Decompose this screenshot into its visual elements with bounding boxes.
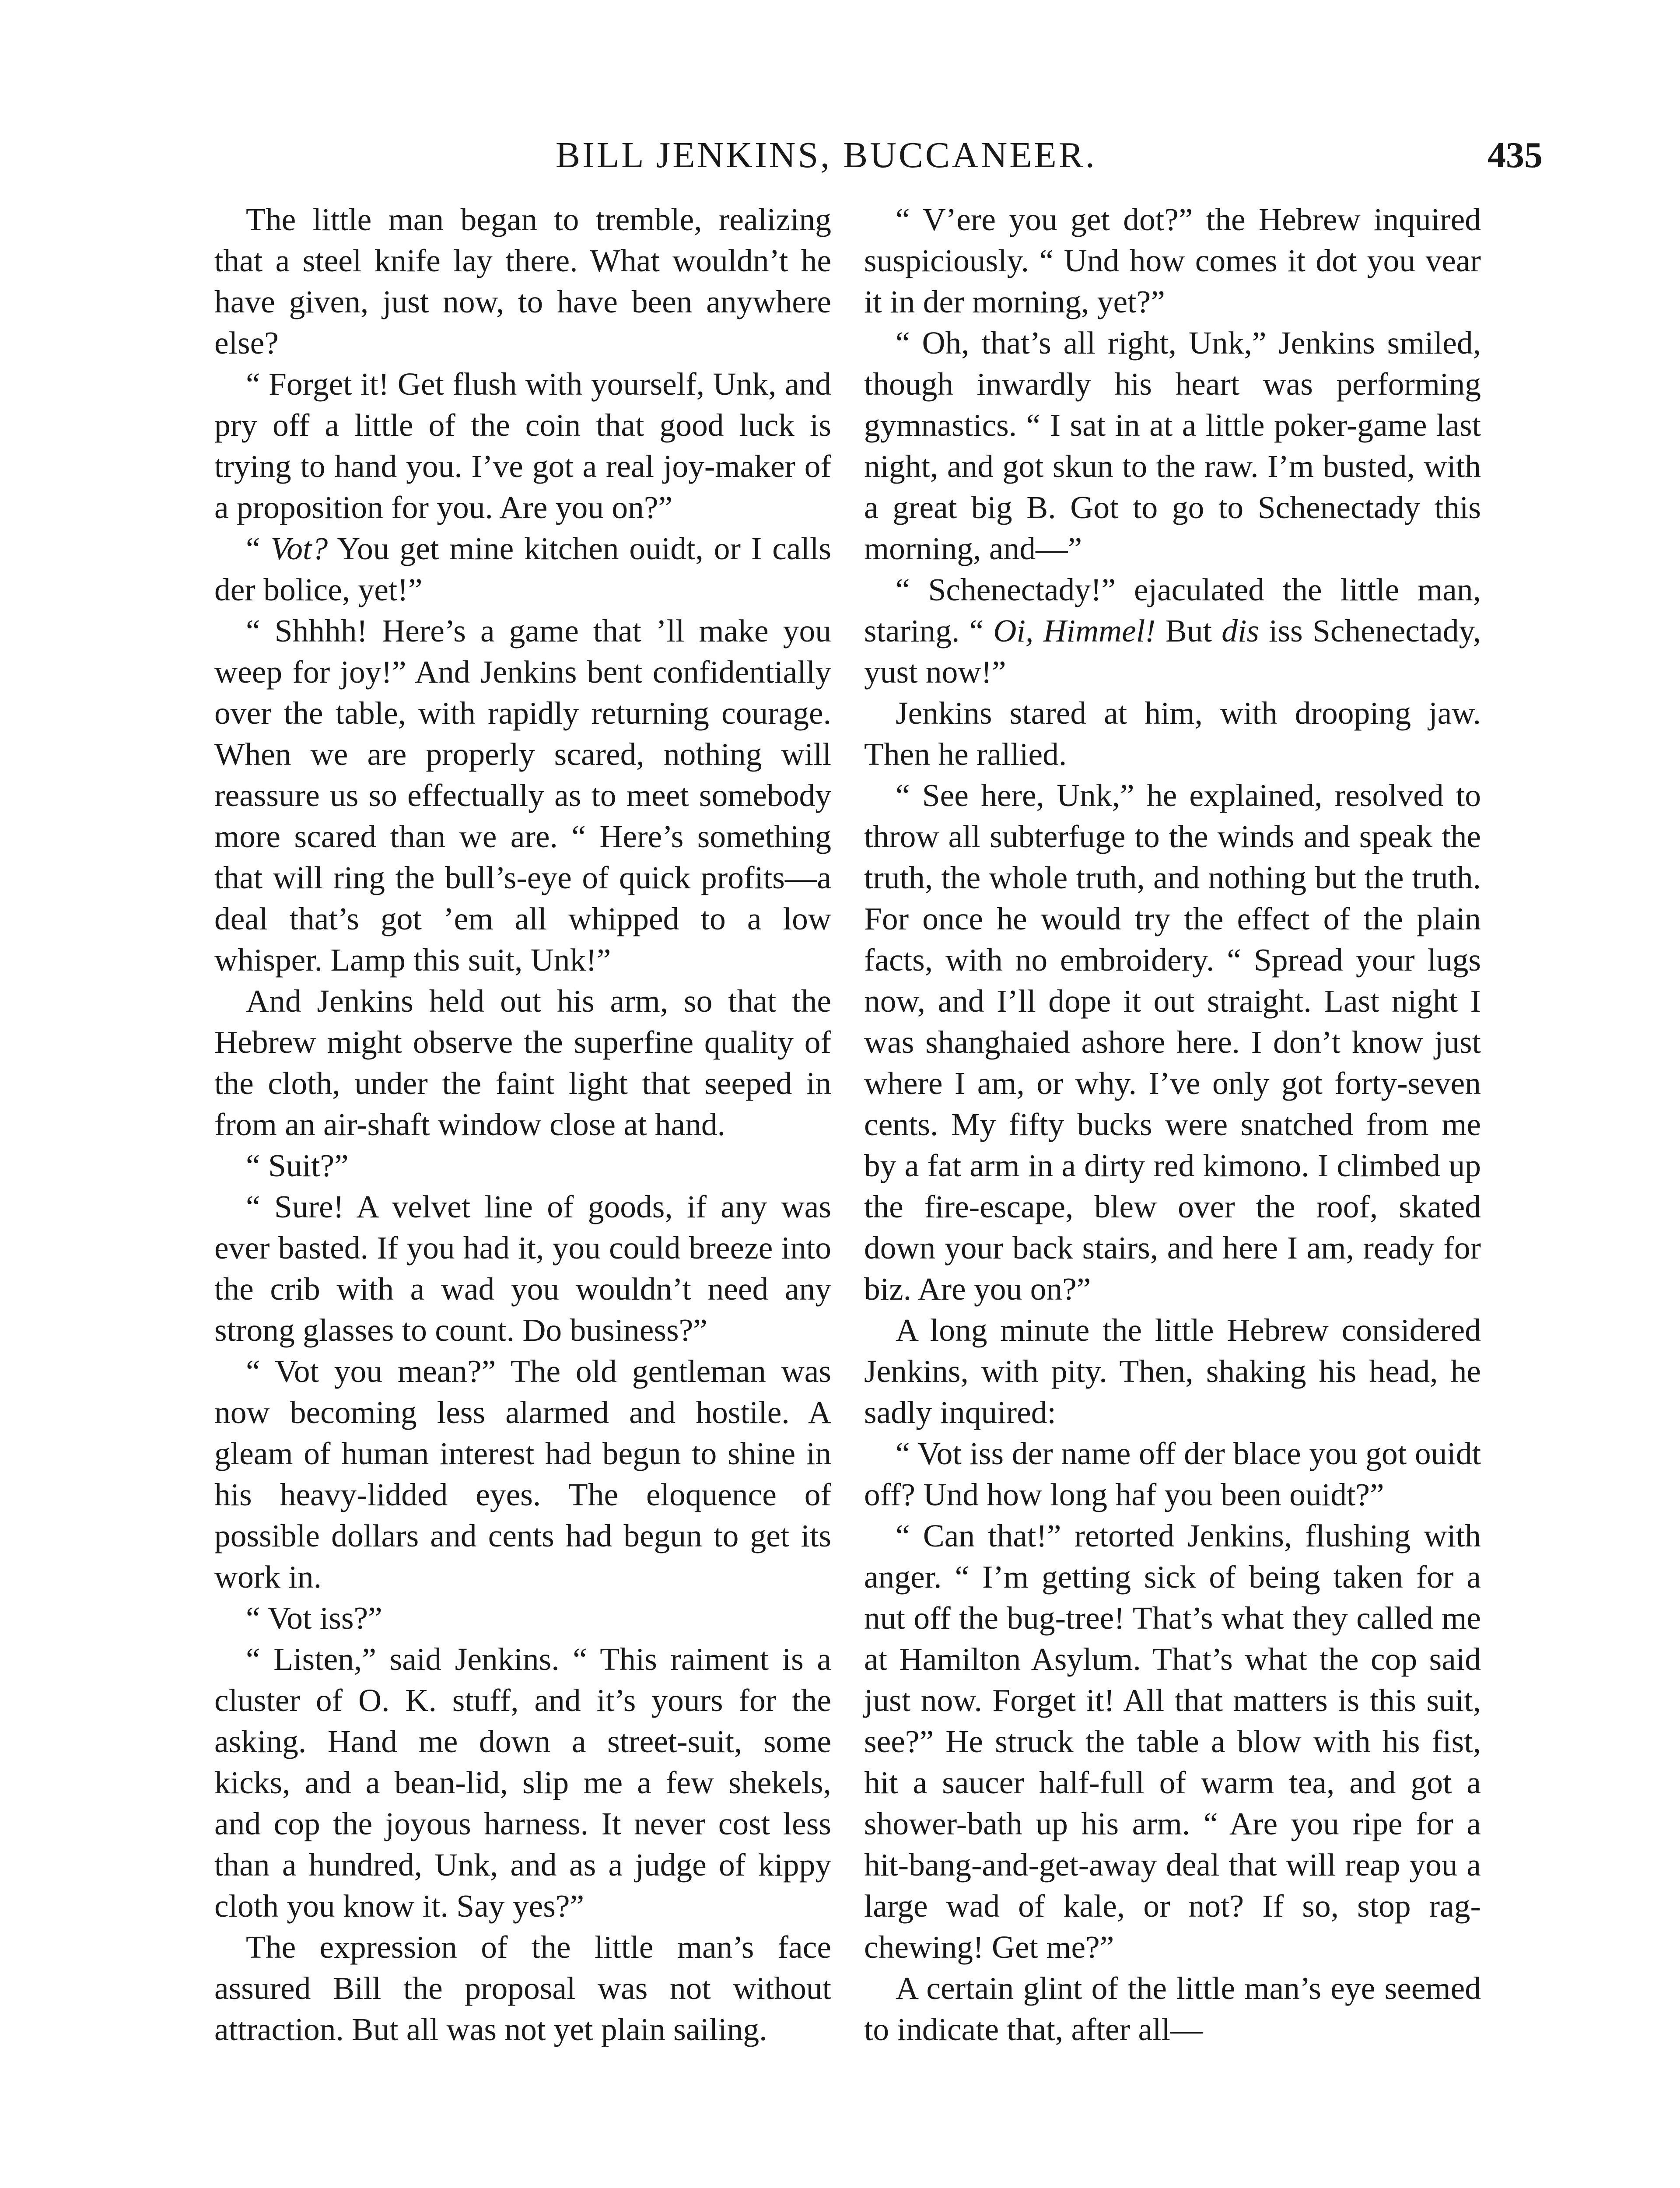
- paragraph: And Jenkins held out his arm, so that the Hebrew might observe the superfine quality of the cloth, under the faint light that seeped in from an air-shaft window close at hand.: [214, 983, 831, 1142]
- paragraph: “ Listen,” said Jenkins. “ This raiment is a cluster of O. K. stuff, and it’s yours for the asking. Hand me down a street-suit, some kicks, and a bean-lid, slip me a few shekels, and cop the joyous harness. It never cost less than a hundred, Unk, and as a judge of kippy cloth you know it. Say yes?”: [214, 1641, 831, 1924]
- paragraph: “ Sure! A velvet line of goods, if any was ever basted. If you had it, you could breeze into the crib with a wad you wouldn’t need any strong glasses to count. Do business?”: [214, 1189, 831, 1348]
- left-column: [214, 199, 831, 2050]
- paragraph: The expression of the little man’s face assured Bill the proposal was not without attraction. But all was not yet plain sailing.: [214, 1929, 831, 2047]
- paragraph: “ Vot iss der name off der blace you got ouidt off? Und how long haf you been ouidt?”: [864, 1436, 1481, 1512]
- paragraph: “ V’ere you get dot?” the Hebrew inquired suspiciously. “ Und how comes it dot you vear it in der morning, yet?”: [864, 202, 1481, 319]
- paragraph: “ Shhhh! Here’s a game that ’ll make you weep for joy!” And Jenkins bent confidentially over the table, with rapidly returning courage. When we are properly scared, nothing will reassure us so effectually as to meet somebody more scared than we are. “ Here’s something that will ring the bull’s-eye of quick profits—a deal that’s got ’em all whipped to a low whisper. Lamp this suit, Unk!”: [214, 613, 831, 978]
- paragraph: “ Can that!” retorted Jenkins, flushing with anger. “ I’m getting sick of being taken for a nut off the bug-tree! That’s what they called me at Hamilton Asylum. That’s what the cop said just now. Forget it! All that matters is this suit, see?” He struck the table a blow with his fist, hit a saucer half-full of warm tea, and got a shower-bath up his arm. “ Are you ripe for a hit-bang-and-get-away deal that will reap you a large wad of kale, or not? If so, stop rag-chewing! Get me?”: [864, 1518, 1481, 1965]
- paragraph: “ Vot you mean?” The old gentleman was now becoming less alarmed and hostile. A gleam of human interest had begun to shine in his heavy-lidded eyes. The eloquence of possible dollars and cents had begun to get its work in.: [214, 1353, 831, 1595]
- paragraph: Jenkins stared at him, with drooping jaw. Then he rallied.: [864, 695, 1481, 772]
- running-header: [0, 131, 1680, 184]
- paragraph: “ Schenectady!” ejaculated the little man, staring. “ Oi, Himmel! But dis iss Schenectady, yust now!”: [864, 572, 1481, 690]
- paragraph: The little man began to tremble, realizing that a steel knife lay there. What wouldn’t he have given, just now, to have been anywhere else?: [214, 202, 831, 361]
- paragraph: A long minute the little Hebrew considered Jenkins, with pity. Then, shaking his head, he sadly inquired:: [864, 1312, 1481, 1430]
- paragraph: “ Suit?”: [246, 1148, 349, 1183]
- running-title: BILL JENKINS, BUCCANEER.: [556, 135, 1097, 175]
- paragraph: “ Vot? You get mine kitchen ouidt, or I calls der bolice, yet!”: [214, 531, 831, 607]
- paragraph: “ Forget it! Get flush with yourself, Unk, and pry off a little of the coin that good luck is trying to hand you. I’ve got a real joy-maker of a proposition for you. Are you on?”: [214, 366, 831, 525]
- page-number: 435: [1488, 135, 1543, 175]
- paragraph: “ Vot iss?”: [246, 1600, 382, 1636]
- paragraph: “ Oh, that’s all right, Unk,” Jenkins smiled, though inwardly his heart was performing gymnastics. “ I sat in at a little poker-game last night, and got skun to the raw. I’m busted, with a great big B. Got to go to Schenectady this morning, and—”: [864, 325, 1481, 566]
- paragraph: A certain glint of the little man’s eye seemed to indicate that, after all—: [864, 1971, 1481, 2047]
- paragraph: “ See here, Unk,” he explained, resolved to throw all subterfuge to the winds and speak the truth, the whole truth, and nothing but the truth. For once he would try the effect of the plain facts, with no embroidery. “ Spread your lugs now, and I’ll dope it out straight. Last night I was shanghaied ashore here. I don’t know just where I am, or why. I’ve only got forty-seven cents. My fifty bucks were snatched from me by a fat arm in a dirty red kimono. I climbed up the fire-escape, blew over the roof, skated down your back stairs, and here I am, ready for biz. Are you on?”: [864, 778, 1481, 1307]
- right-column: [864, 199, 1481, 2050]
